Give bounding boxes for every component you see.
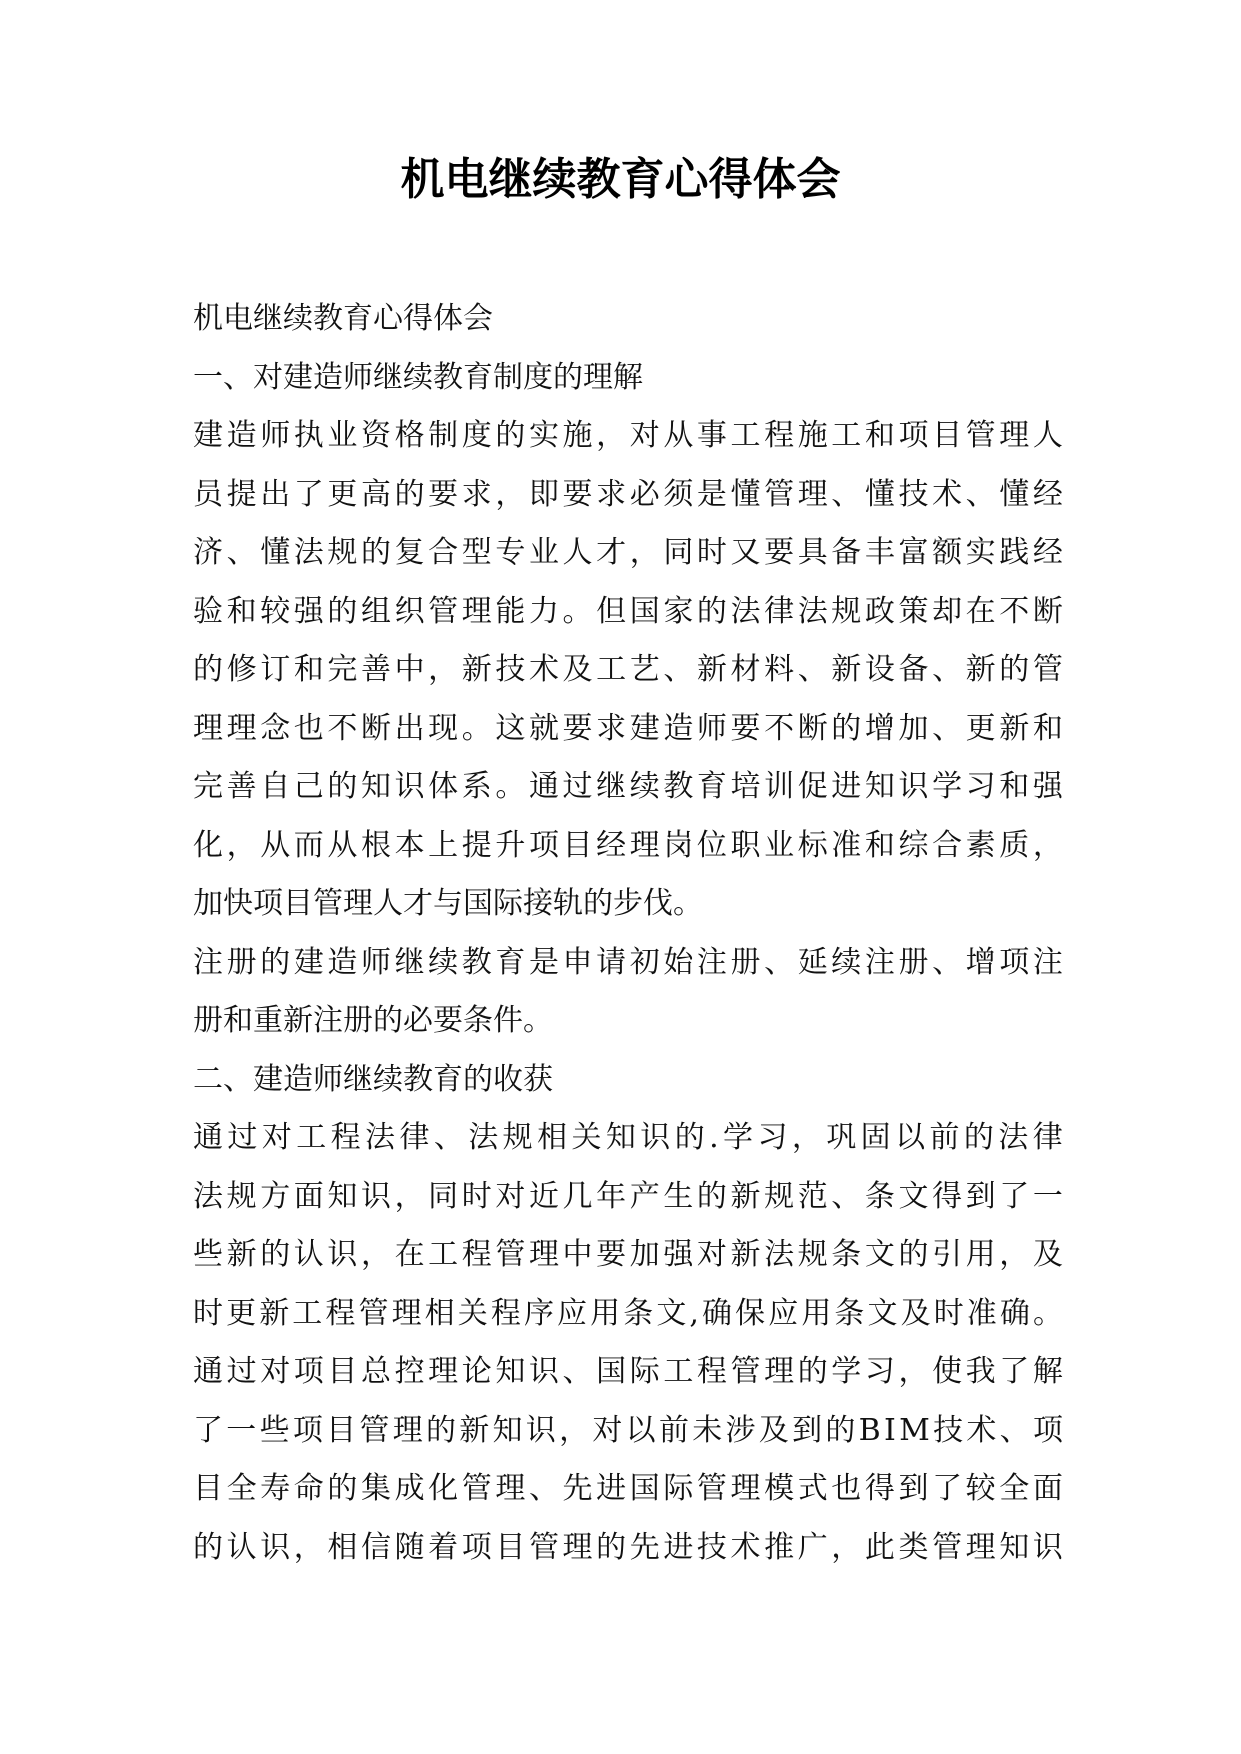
text-line: 时 更 新 工 程 管 理 相 关 程 序 应 用 条 文 , 确 保 应 用 条 文 及 时 准 确 。 <box>193 1295 1063 1331</box>
text-line: 化 ， 从 而 从 根 本 上 提 升 项 目 经 理 岗 位 职 业 标 准 和 综 合 素 质 ， <box>193 827 1063 863</box>
text-line: 建 造 师 执 业 资 格 制 度 的 实 施 ， 对 从 事 工 程 施 工 和 项 目 管 理 人 <box>193 418 1063 453</box>
document-title: 机电继续教育心得体会 <box>400 154 841 205</box>
text-line: 完 善 自 己 的 知 识 体 系 。 通 过 继 续 教 育 培 训 促 进 知 识 学 习 和 强 <box>193 769 1063 804</box>
text-line: 的 修 订 和 完 善 中 ， 新 技 术 及 工 艺 、 新 材 料 、 新 设 备 、 新 的 管 <box>193 652 1063 687</box>
text-line: 些 新 的 认 识 ， 在 工 程 管 理 中 要 加 强 对 新 法 规 条 文 的 引 用 ， 及 <box>193 1237 1063 1272</box>
text-line: 通 过 对 项 目 总 控 理 论 知 识 、 国 际 工 程 管 理 的 学 习 ， 使 我 了 解 <box>193 1354 1063 1389</box>
text-line: 二、建造师继续教育的收获 <box>193 1061 553 1097</box>
text-line: 目 全 寿 命 的 集 成 化 管 理 、 先 进 国 际 管 理 模 式 也 得 到 了 较 全 面 <box>193 1471 1063 1506</box>
text-line: 员 提 出 了 更 高 的 要 求 ， 即 要 求 必 须 是 懂 管 理 、 懂 技 术 、 懂 经 <box>193 476 1063 512</box>
text-line: 机电继续教育心得体会 <box>193 301 493 336</box>
text-line: 加快项目管理人才与国际接轨的步伐。 <box>193 886 703 921</box>
text-line: 验 和 较 强 的 组 织 管 理 能 力 。 但 国 家 的 法 律 法 规 政 策 却 在 不 断 <box>193 593 1063 629</box>
text-line: 济 、 懂 法 规 的 复 合 型 专 业 人 才 ， 同 时 又 要 具 备 丰 富 额 实 践 经 <box>193 535 1063 570</box>
text-line: 册和重新注册的必要条件。 <box>193 1003 553 1038</box>
text-line: 理 理 念 也 不 断 出 现 。 这 就 要 求 建 造 师 要 不 断 的 增 加 、 更 新 和 <box>193 710 1063 746</box>
text-line: 的 认 识 ， 相 信 随 着 项 目 管 理 的 先 进 技 术 推 广 ， 此 类 管 理 知 识 <box>193 1529 1063 1565</box>
document-body <box>193 290 1063 1577</box>
text-line: 注 册 的 建 造 师 继 续 教 育 是 申 请 初 始 注 册 、 延 续 注 册 、 增 项 注 <box>193 944 1063 980</box>
text-line: 通 过 对 工 程 法 律 、 法 规 相 关 知 识 的 . 学 习 ， 巩 固 以 前 的 法 律 <box>193 1120 1063 1155</box>
text-line: 一、对建造师继续教育制度的理解 <box>193 359 643 395</box>
text-line: 了 一 些 项 目 管 理 的 新 知 识 ， 对 以 前 未 涉 及 到 的 B I M 技 术 、 项 <box>193 1412 1063 1448</box>
text-line: 法 规 方 面 知 识 ， 同 时 对 近 几 年 产 生 的 新 规 范 、 条 文 得 到 了 一 <box>193 1178 1063 1214</box>
